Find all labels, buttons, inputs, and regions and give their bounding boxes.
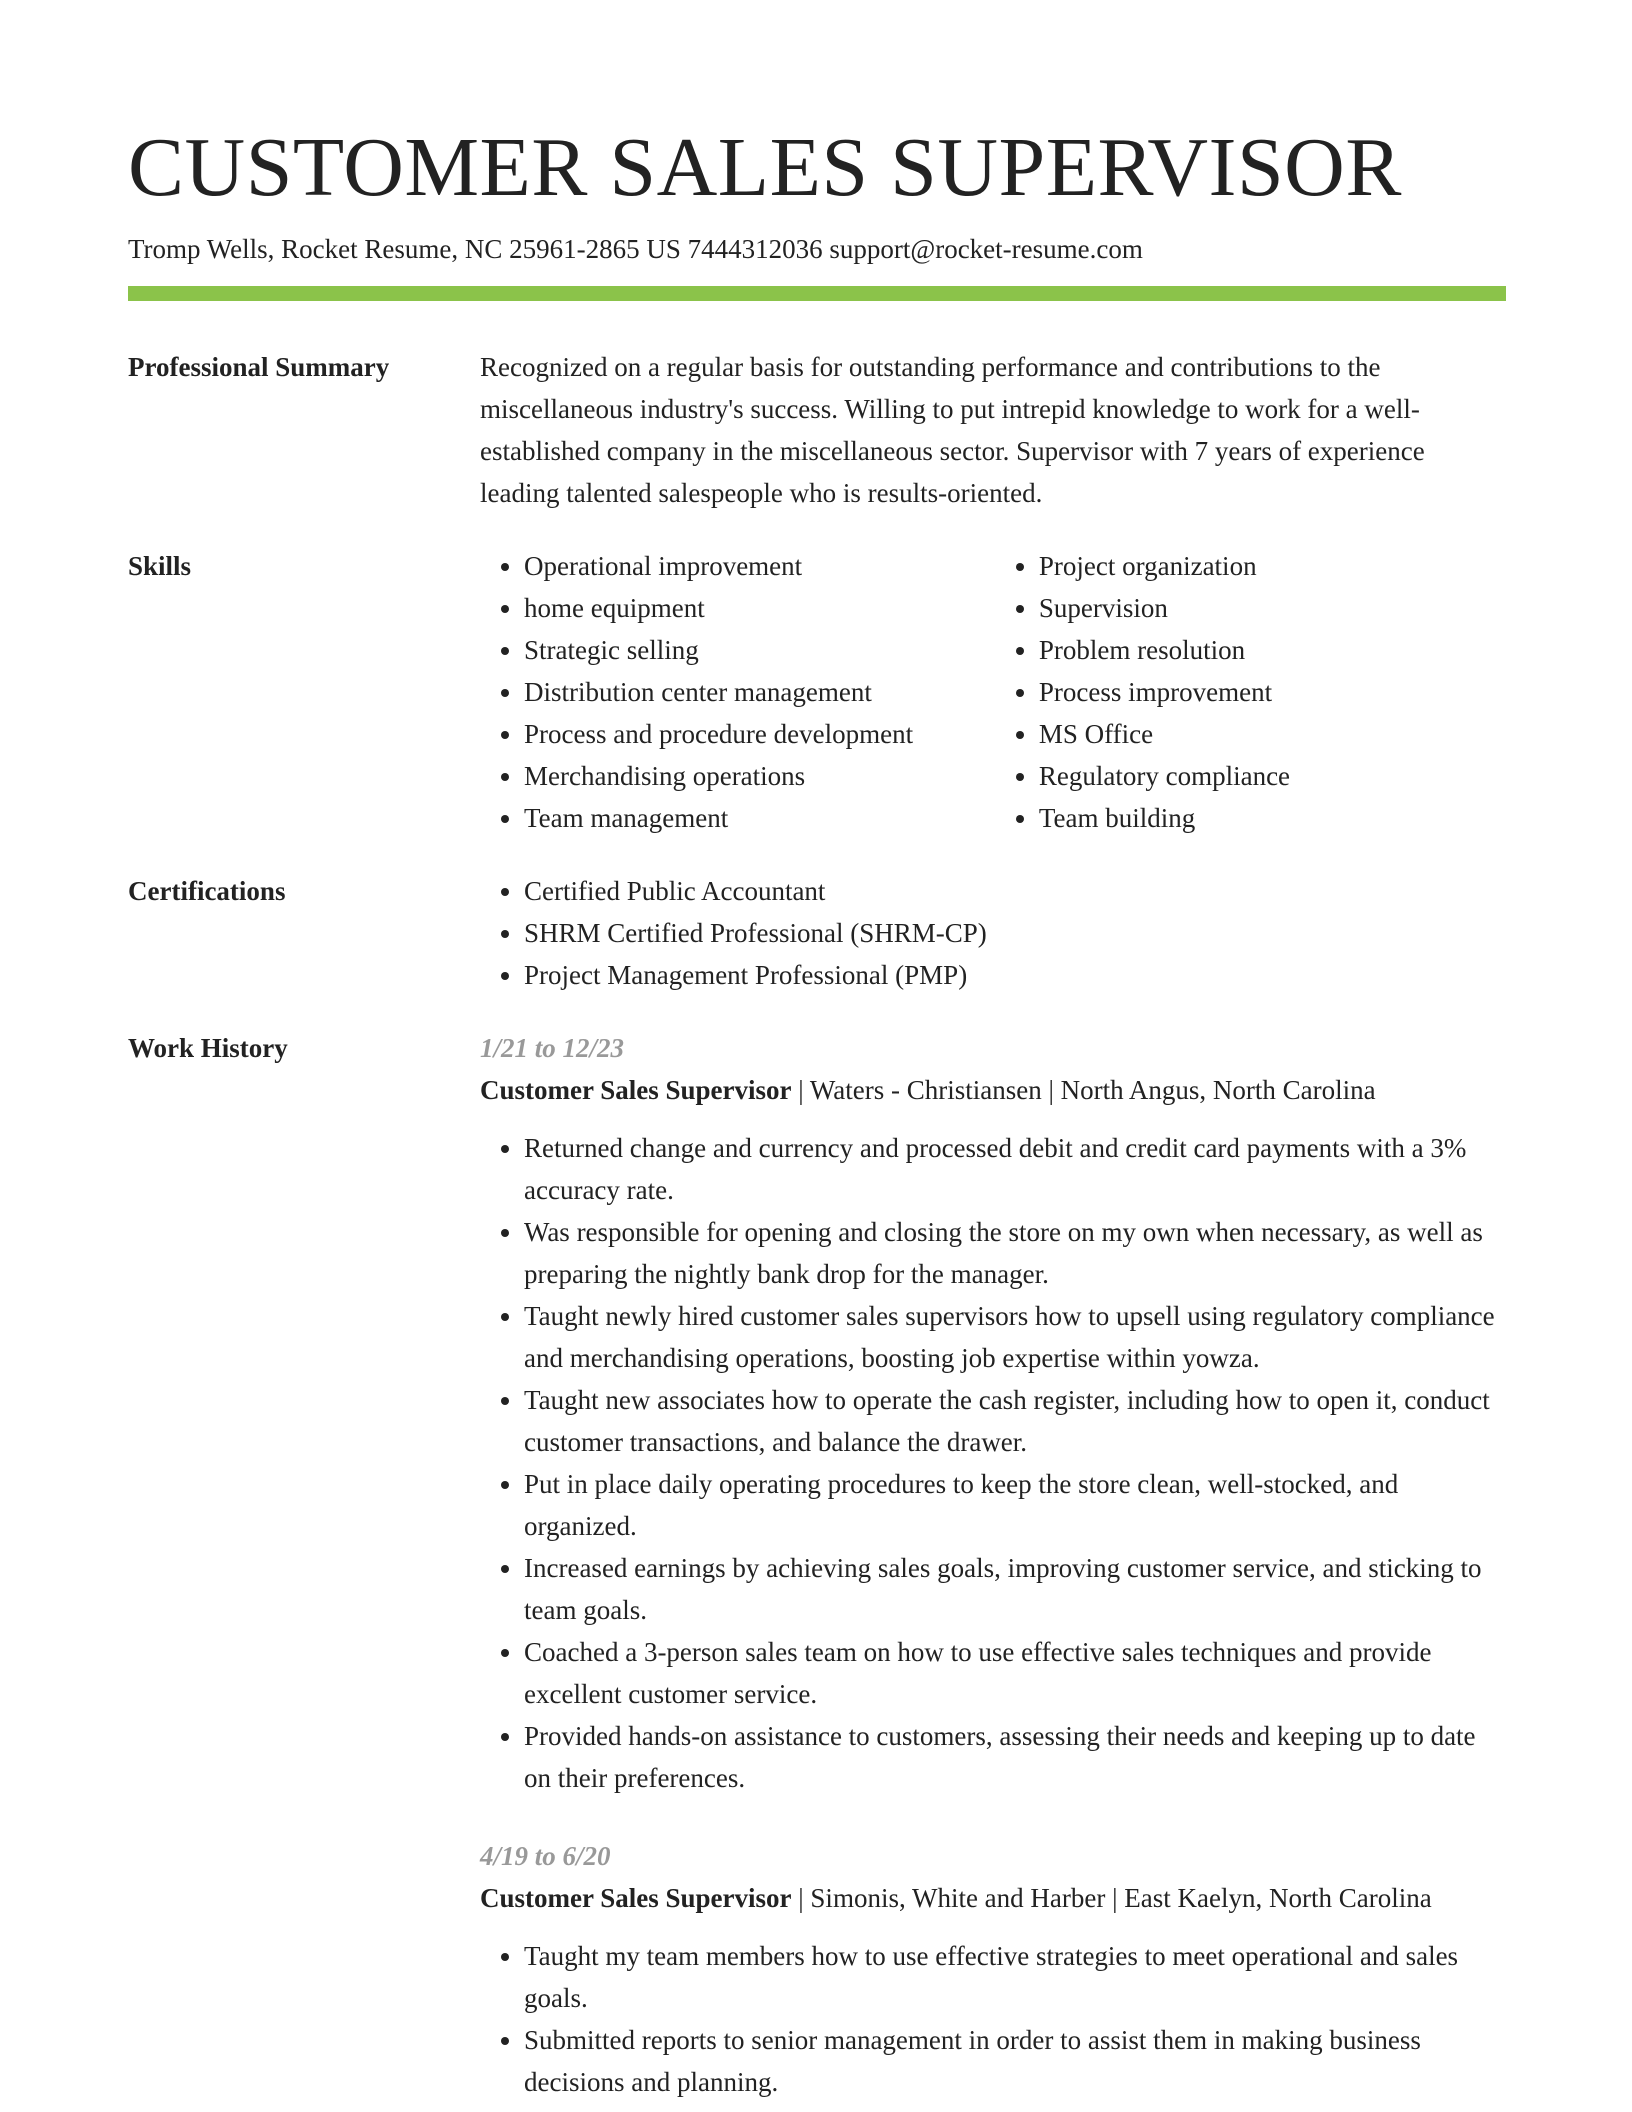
header-divider <box>128 286 1506 301</box>
skill-item: • Process and procedure development <box>524 713 995 755</box>
skill-item: • Team building <box>1039 797 1506 839</box>
skill-item: • Process improvement <box>1039 671 1506 713</box>
certification-item: • Certified Public Accountant <box>524 870 1506 912</box>
job-bullet: • Taught newly hired customer sales supervisors how to upsell using regulatory compliance and merchandising operations, boosting job expertise within yowza. <box>524 1295 1506 1379</box>
contact-line: Tromp Wells, Rocket Resume, NC 25961-2865 US 7444312036 support@rocket-resume.com <box>128 234 1143 264</box>
work-history-heading: Work History <box>128 1033 288 1063</box>
job-bullet: • Taught my team members how to use effective strategies to meet operational and sales goals. <box>524 1935 1506 2019</box>
job-entry <box>480 1835 1506 2103</box>
certifications-heading: Certifications <box>128 876 286 906</box>
skill-item: • Strategic selling <box>524 629 995 671</box>
job-dates: 4/19 to 6/20 <box>480 1841 611 1871</box>
certification-item: • Project Management Professional (PMP) <box>524 954 1506 996</box>
job-bullet: • Put in place daily operating procedures to keep the store clean, well-stocked, and organized. <box>524 1463 1506 1547</box>
job-heading <box>480 1877 1506 1919</box>
job-bullet: • Submitted reports to senior management in order to assist them in making business decisions and planning. <box>524 2019 1506 2103</box>
skill-item: • Operational improvement <box>524 545 995 587</box>
resume-title: CUSTOMER SALES SUPERVISOR <box>128 121 1402 214</box>
certification-item: • SHRM Certified Professional (SHRM-CP) <box>524 912 1506 954</box>
summary-text: Recognized on a regular basis for outstanding performance and contributions to the miscellaneous industry's success. Willing to put intrepid knowledge to work for a well-established company in the miscellaneous sector. Supervisor with 7 years of experience leading talented salespeople who is results-oriented. <box>480 352 1425 508</box>
skill-item: • Distribution center management <box>524 671 995 713</box>
skill-item: • Team management <box>524 797 995 839</box>
job-title: Customer Sales Supervisor <box>480 1883 792 1913</box>
job-entry <box>480 1027 1506 1799</box>
certifications-list <box>480 870 1506 996</box>
skill-item: • MS Office <box>1039 713 1506 755</box>
skill-item: • Problem resolution <box>1039 629 1506 671</box>
skills-list-right <box>995 545 1506 839</box>
summary-heading: Professional Summary <box>128 352 390 382</box>
skill-item: • home equipment <box>524 587 995 629</box>
skill-item: • Supervision <box>1039 587 1506 629</box>
job-bullet: • Taught new associates how to operate the cash register, including how to open it, conduct customer transactions, and balance the drawer. <box>524 1379 1506 1463</box>
job-heading <box>480 1069 1506 1111</box>
job-bullets <box>480 1935 1506 2103</box>
skills-heading: Skills <box>128 551 192 581</box>
job-dates: 1/21 to 12/23 <box>480 1033 625 1063</box>
skill-item: • Regulatory compliance <box>1039 755 1506 797</box>
skill-item: • Merchandising operations <box>524 755 995 797</box>
job-bullet: • Returned change and currency and processed debit and credit card payments with a 3% accuracy rate. <box>524 1127 1506 1211</box>
skills-list-left <box>480 545 995 839</box>
skill-item: • Project organization <box>1039 545 1506 587</box>
job-bullet: • Provided hands-on assistance to customers, assessing their needs and keeping up to date on their preferences. <box>524 1715 1506 1799</box>
job-bullet: • Increased earnings by achieving sales goals, improving customer service, and sticking to team goals. <box>524 1547 1506 1631</box>
job-bullets <box>480 1127 1506 1799</box>
job-employer-location: | Waters - Christiansen | North Angus, North Carolina <box>791 1075 1376 1105</box>
job-title: Customer Sales Supervisor <box>480 1075 792 1105</box>
job-bullet: • Coached a 3-person sales team on how to use effective sales techniques and provide excellent customer service. <box>524 1631 1506 1715</box>
job-employer-location: | Simonis, White and Harber | East Kaelyn, North Carolina <box>791 1883 1432 1913</box>
job-bullet: • Was responsible for opening and closing the store on my own when necessary, as well as preparing the nightly bank drop for the manager. <box>524 1211 1506 1295</box>
